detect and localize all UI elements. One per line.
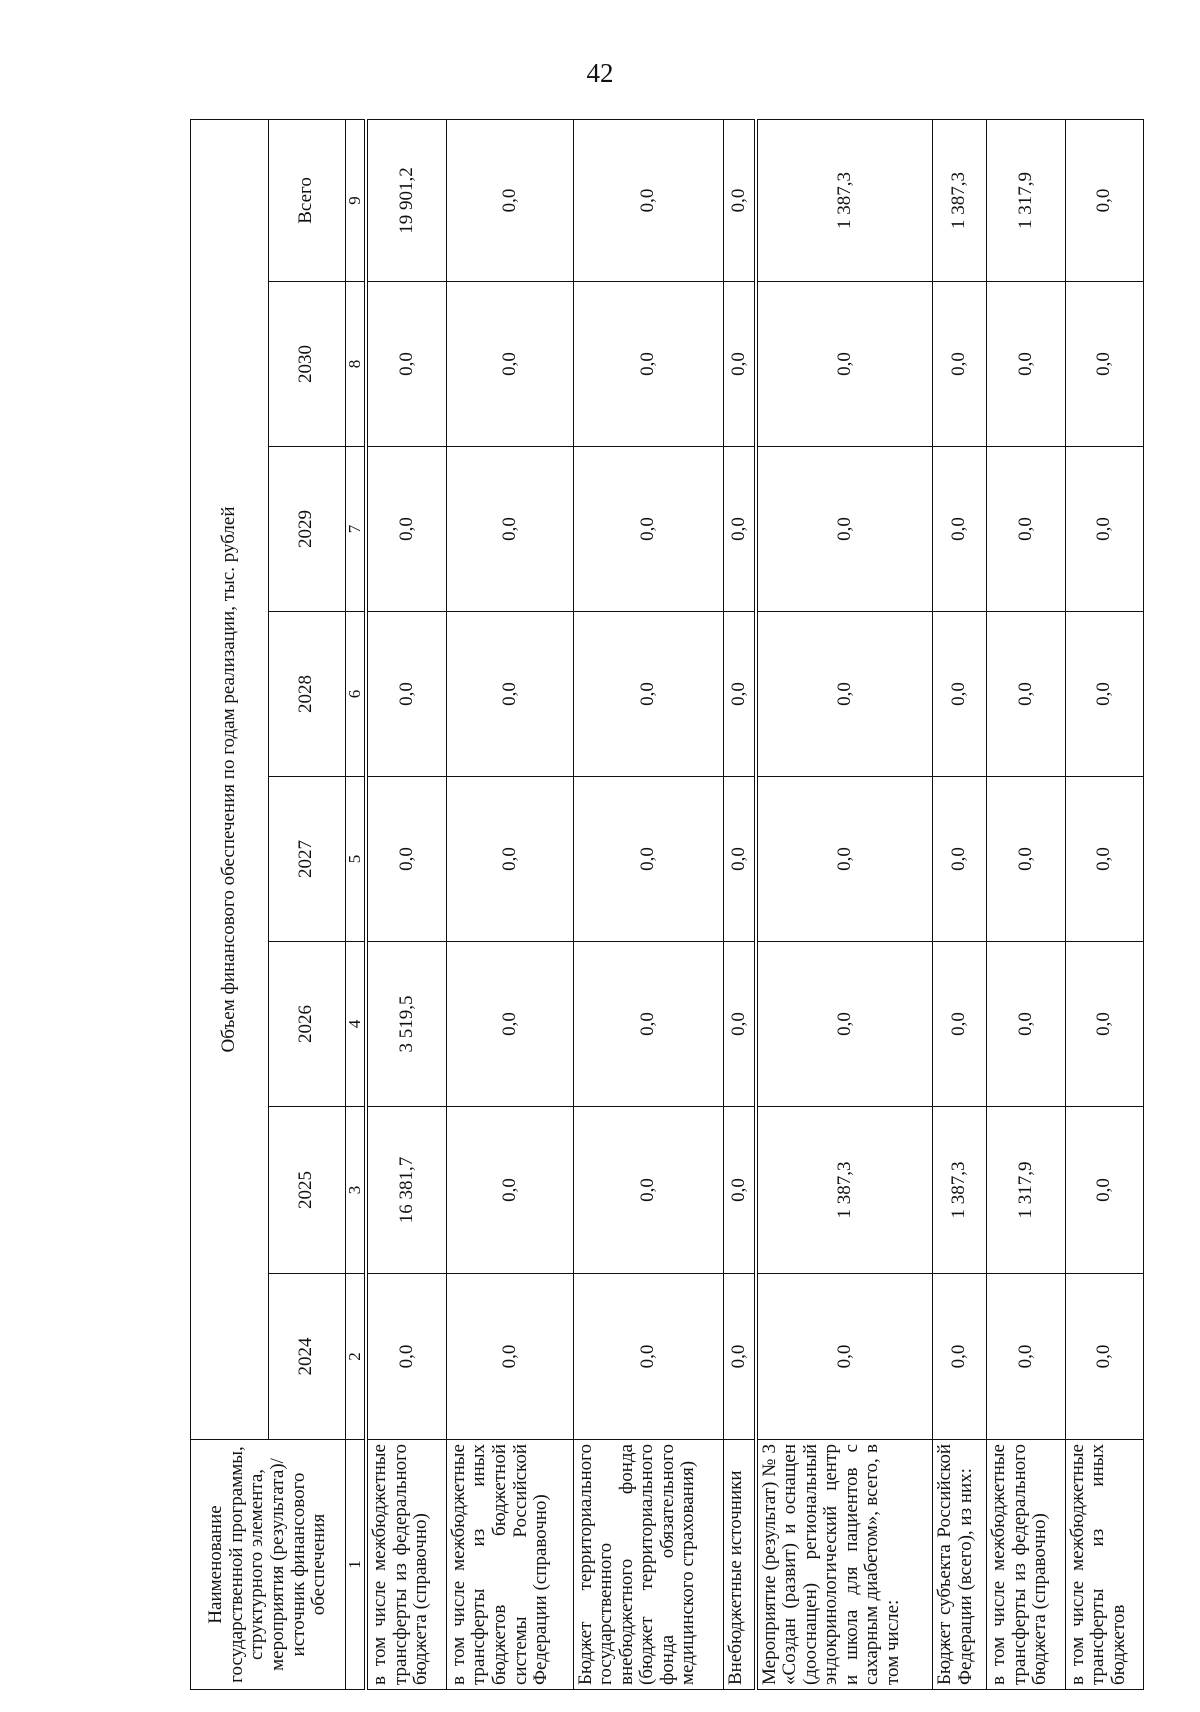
row-value: 0,0 [756, 777, 933, 942]
column-number: 5 [346, 777, 367, 942]
header-year: 2025 [268, 1107, 346, 1274]
row-value: 0,0 [446, 447, 573, 612]
row-value: 0,0 [366, 282, 446, 447]
page-number: 42 [586, 58, 614, 88]
row-value: 0,0 [724, 282, 756, 447]
table-header [191, 119, 367, 1689]
row-value: 0,0 [366, 1274, 446, 1440]
header-year: 2027 [268, 777, 346, 942]
row-name: в том числе межбюджетные трансферты из федерального бюджета (справочно) [366, 1440, 446, 1690]
row-value: 0,0 [756, 942, 933, 1107]
row-name: в том числе межбюджетные трансферты из федерального бюджета (справочно) [987, 1440, 1065, 1690]
row-value: 0,0 [933, 612, 987, 777]
row-value: 0,0 [724, 942, 756, 1107]
row-value: 0,0 [756, 282, 933, 447]
column-number: 6 [346, 612, 367, 777]
row-value: 1 387,3 [756, 119, 933, 281]
row-value: 0,0 [573, 447, 724, 612]
row-value: 1 317,9 [987, 119, 1065, 281]
row-value: 0,0 [756, 447, 933, 612]
row-value: 0,0 [1065, 612, 1143, 777]
row-name: Бюджет территориального государственного внебюджетного фонда (бюджет территориального фонда обязательного медицинского страхования) [573, 1440, 724, 1690]
row-value: 1 387,3 [933, 119, 987, 281]
table-row [446, 119, 573, 1689]
financing-table [190, 119, 1144, 1690]
row-value: 0,0 [573, 1274, 724, 1440]
row-value: 0,0 [756, 1274, 933, 1440]
row-value: 0,0 [446, 942, 573, 1107]
table-body [366, 119, 1143, 1689]
header-year: 2024 [268, 1274, 346, 1440]
row-value: 0,0 [446, 777, 573, 942]
header-name-cell: Наименование государственной программы, структурного элемента, мероприятия (результата)/источник финансового обеспечения [191, 1440, 346, 1690]
row-value: 0,0 [1065, 119, 1143, 281]
row-value: 0,0 [987, 777, 1065, 942]
row-value: 0,0 [933, 942, 987, 1107]
row-value: 16 381,7 [366, 1107, 446, 1274]
column-number: 1 [346, 1440, 367, 1690]
header-year: 2029 [268, 447, 346, 612]
row-value: 0,0 [724, 612, 756, 777]
row-name: Внебюджетные источники [724, 1440, 756, 1690]
column-number: 8 [346, 282, 367, 447]
row-value: 1 317,9 [987, 1107, 1065, 1274]
table-row [1065, 119, 1143, 1689]
row-value: 0,0 [573, 942, 724, 1107]
table-row [933, 119, 987, 1689]
table-row [573, 119, 724, 1689]
row-value: 0,0 [933, 1274, 987, 1440]
row-value: 0,0 [1065, 777, 1143, 942]
row-value: 0,0 [987, 612, 1065, 777]
row-value: 0,0 [1065, 1107, 1143, 1274]
row-value: 0,0 [1065, 282, 1143, 447]
header-total: Всего [268, 119, 346, 281]
row-value: 3 519,5 [366, 942, 446, 1107]
row-value: 1 387,3 [756, 1107, 933, 1274]
table-row [987, 119, 1065, 1689]
row-value: 19 901,2 [366, 119, 446, 281]
row-value: 0,0 [366, 612, 446, 777]
row-value: 0,0 [724, 1274, 756, 1440]
column-number: 9 [346, 119, 367, 281]
row-value: 0,0 [366, 777, 446, 942]
row-value: 0,0 [1065, 942, 1143, 1107]
row-value: 0,0 [573, 777, 724, 942]
row-value: 0,0 [1065, 1274, 1143, 1440]
row-value: 0,0 [1065, 447, 1143, 612]
row-value: 0,0 [756, 612, 933, 777]
header-year: 2028 [268, 612, 346, 777]
row-value: 0,0 [724, 447, 756, 612]
row-name: в том числе межбюджетные трансферты из иных бюджетов бюджетной системы Российской Федерации (справочно) [446, 1440, 573, 1690]
row-name: Мероприятие (результат) № 3 «Создан (развит) и оснащен (дооснащен) региональный эндокринологический центр и школа для пациентов с сахарным диабетом», всего, в том числе: [756, 1440, 933, 1690]
row-value: 0,0 [987, 282, 1065, 447]
row-value: 0,0 [987, 447, 1065, 612]
column-number: 7 [346, 447, 367, 612]
table-row [366, 119, 446, 1689]
header-year: 2026 [268, 942, 346, 1107]
row-value: 0,0 [573, 282, 724, 447]
row-value: 0,0 [933, 777, 987, 942]
column-number: 2 [346, 1274, 367, 1440]
header-year: 2030 [268, 282, 346, 447]
row-value: 0,0 [987, 1274, 1065, 1440]
row-value: 0,0 [366, 447, 446, 612]
row-name: в том числе межбюджетные трансферты из иных бюджетов [1065, 1440, 1143, 1690]
column-number: 4 [346, 942, 367, 1107]
row-value: 0,0 [987, 942, 1065, 1107]
table-row [756, 119, 933, 1689]
row-value: 0,0 [446, 1274, 573, 1440]
rotated-table-container [190, 120, 1129, 1690]
row-name: Бюджет субъекта Российской Федерации (всего), из них: [933, 1440, 987, 1690]
row-value: 0,0 [933, 282, 987, 447]
row-value: 0,0 [724, 1107, 756, 1274]
table-row [724, 119, 756, 1689]
column-number: 3 [346, 1107, 367, 1274]
row-value: 0,0 [724, 777, 756, 942]
row-value: 0,0 [446, 1107, 573, 1274]
row-value: 0,0 [446, 119, 573, 281]
header-group-cell: Объем финансового обеспечения по годам реализации, тыс. рублей [191, 119, 269, 1439]
row-value: 0,0 [933, 447, 987, 612]
row-value: 0,0 [446, 282, 573, 447]
row-value: 0,0 [573, 612, 724, 777]
row-value: 0,0 [446, 612, 573, 777]
row-value: 0,0 [573, 1107, 724, 1274]
row-value: 0,0 [573, 119, 724, 281]
row-value: 1 387,3 [933, 1107, 987, 1274]
row-value: 0,0 [724, 119, 756, 281]
